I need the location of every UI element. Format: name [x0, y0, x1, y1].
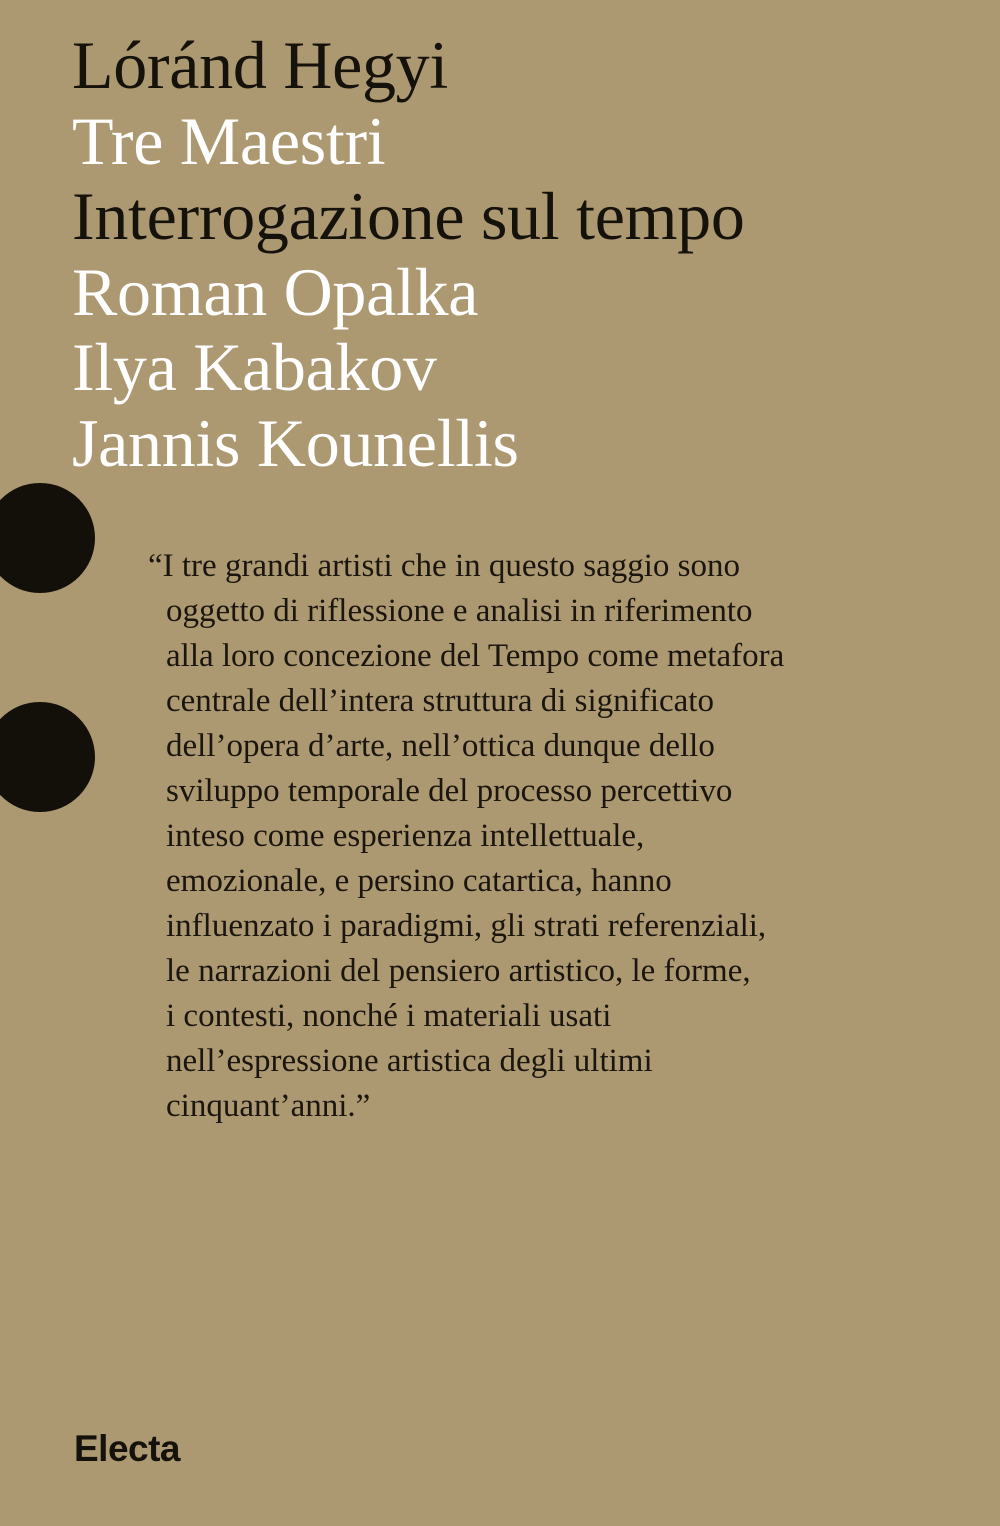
quote-line: i contesti, nonché i materiali usati — [166, 998, 612, 1034]
title-block — [72, 28, 972, 481]
decorative-dot — [0, 483, 95, 593]
artist-name: Roman Opalka — [72, 253, 479, 330]
quote-line: dell’opera d’arte, nell’ottica dunque dello — [166, 728, 715, 764]
quote-line: nell’espressione artistica degli ultimi — [166, 1043, 653, 1079]
quote-line: influenzato i paradigmi, gli strati referenziali, — [166, 908, 767, 944]
quote-line: “I tre grandi artisti che in questo saggio sono — [148, 548, 741, 584]
blurb-quote — [148, 544, 908, 1129]
book-title: Tre Maestri — [72, 102, 386, 179]
quote-line: cinquant’anni.” — [166, 1088, 371, 1124]
quote-line: alla loro concezione del Tempo come metafora — [166, 638, 785, 674]
decorative-dot — [0, 702, 95, 812]
quote-line: sviluppo temporale del processo percettivo — [166, 773, 733, 809]
quote-line: emozionale, e persino catartica, hanno — [166, 863, 672, 899]
quote-line: inteso come esperienza intellettuale, — [166, 818, 645, 854]
quote-line: centrale dell’intera struttura di significato — [166, 683, 714, 719]
artist-name: Ilya Kabakov — [72, 329, 437, 405]
quote-line: le narrazioni del pensiero artistico, le forme, — [166, 953, 751, 989]
quote-line: oggetto di riflessione e analisi in riferimento — [166, 593, 753, 629]
author-name: Lóránd Hegyi — [72, 27, 448, 103]
book-subtitle: Interrogazione sul tempo — [72, 178, 745, 254]
publisher-logo: Electa — [74, 1428, 181, 1469]
artist-name: Jannis Kounellis — [72, 404, 519, 481]
